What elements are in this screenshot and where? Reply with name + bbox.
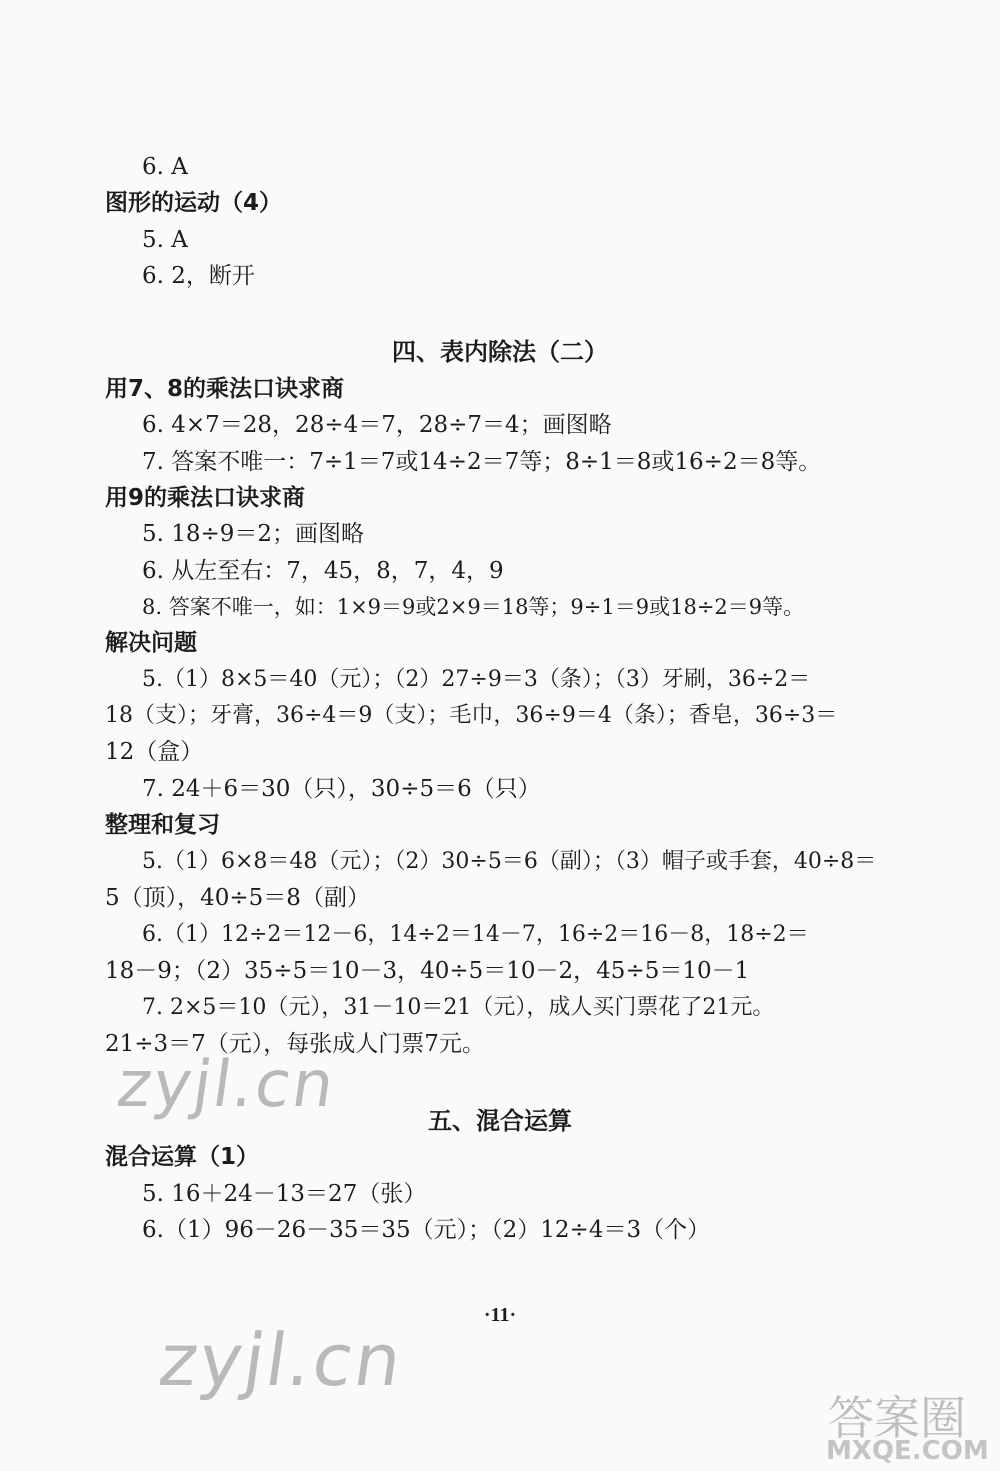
- answer-line: 6.（1）12÷2＝12－6，14÷2＝14－7，16÷2＝16－8，18÷2＝: [142, 922, 809, 947]
- subsection-heading: 解决问题: [105, 630, 197, 656]
- answer-line: 7. 24＋6＝30（只），30÷5＝6（只）: [142, 776, 541, 802]
- answer-line: 7. 2×5＝10（元），31－10＝21（元），成人买门票花了21元。: [142, 995, 775, 1020]
- answer-line: 5. 16＋24－13＝27（张）: [142, 1181, 427, 1207]
- answer-line: 5. A: [142, 227, 188, 253]
- subsection-heading: 图形的运动（4）: [105, 190, 283, 216]
- answer-line: 6. 4×7＝28，28÷4＝7，28÷7＝4；画图略: [142, 412, 612, 438]
- subsection-heading: 混合运算（1）: [105, 1144, 260, 1170]
- section-title: 五、混合运算: [428, 1107, 572, 1135]
- answer-line: 6.（1）96－26－35＝35（元）；（2）12÷4＝3（个）: [142, 1217, 711, 1243]
- subsection-heading: 用7、8的乘法口诀求商: [105, 376, 345, 402]
- answer-line: 5（顶），40÷5＝8（副）: [105, 885, 370, 911]
- section-title: 四、表内除法（二）: [392, 338, 608, 366]
- answer-line: 8. 答案不唯一，如：1×9＝9或2×9＝18等；9÷1＝9或18÷2＝9等。: [142, 595, 805, 619]
- answer-line: 6. 从左至右：7，45，8，7，4，9: [142, 558, 504, 584]
- answer-line: 5.（1）6×8＝48（元）；（2）30÷5＝6（副）；（3）帽子或手套，40÷8＝: [142, 849, 877, 874]
- subsection-heading: 用9的乘法口诀求商: [105, 485, 306, 511]
- answer-line: 12（盒）: [105, 739, 204, 765]
- answer-line: 7. 答案不唯一：7÷1＝7或14÷2＝7等；8÷1＝8或16÷2＝8等。: [142, 449, 822, 475]
- answer-line: 18－9；（2）35÷5＝10－3，40÷5＝10－2，45÷5＝10－1: [105, 958, 750, 984]
- watermark-logo: 答案圈: [828, 1391, 966, 1445]
- answer-line: 5. 18÷9＝2；画图略: [142, 521, 365, 547]
- answer-line: 6. A: [142, 154, 188, 180]
- subsection-heading: 整理和复习: [105, 812, 220, 838]
- watermark: zyjl.cn: [154, 1318, 409, 1402]
- watermark-url: MXQE.COM: [826, 1436, 989, 1466]
- watermark: zyjl.cn: [112, 1048, 341, 1122]
- answer-line: 18（支）；牙膏，36÷4＝9（支）；毛巾，36÷9＝4（条）；香皂，36÷3＝: [105, 703, 838, 728]
- answer-line: 21÷3＝7（元），每张成人门票7元。: [105, 1031, 485, 1057]
- page-number: ·11·: [483, 1304, 517, 1326]
- answer-line: 5.（1）8×5＝40（元）；（2）27÷9＝3（条）；（3）牙刷，36÷2＝: [142, 667, 811, 692]
- answer-line: 6. 2，断开: [142, 263, 255, 289]
